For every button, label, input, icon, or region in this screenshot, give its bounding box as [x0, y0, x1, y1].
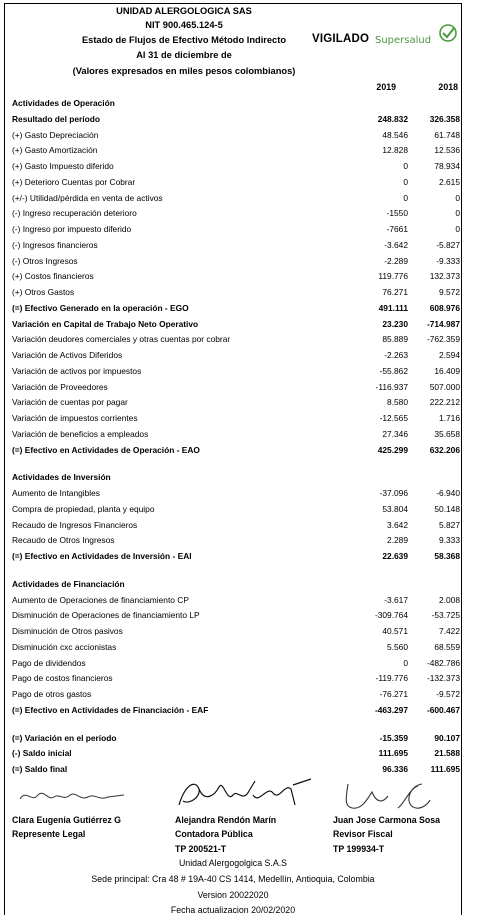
row-value-2018: 326.358: [429, 113, 460, 124]
row-value-2018: 2.008: [439, 594, 460, 605]
year-2018-header: 2018: [438, 82, 458, 92]
row-value-2018: 35.658: [434, 428, 460, 439]
row-value-2019: 119.776: [378, 271, 408, 282]
row-label: Aumento de Operaciones de financiamiento CP: [12, 594, 189, 605]
row-value-2018: 7.422: [439, 626, 460, 636]
table-row: [12, 486, 460, 502]
signature-legal-rep: [18, 785, 128, 807]
table-row: [12, 301, 460, 317]
row-value-2019: -37.096: [379, 488, 408, 498]
row-value-2018: -6.940: [436, 488, 460, 498]
row-label: Resultado del período: [12, 113, 100, 124]
table-row: [12, 640, 460, 656]
table-row: [12, 332, 460, 348]
table-row: [12, 128, 460, 144]
table-row: [12, 533, 460, 549]
row-value-2019: 111.695: [378, 748, 408, 759]
table-row: [12, 608, 460, 624]
row-value-2018: 16.409: [434, 365, 460, 376]
supersalud-label: Supersalud: [375, 35, 432, 46]
row-label: Variación en Capital de Trabajo Neto Operativo: [12, 318, 199, 329]
table-row: [12, 656, 460, 672]
row-label: Disminución de Otros pasivos: [12, 626, 123, 636]
accountant-tp: TP 200521-T: [175, 844, 227, 854]
statement-date: Al 31 de diciembre de: [136, 50, 232, 60]
statement-units: (Valores expresados en miles pesos colombianos): [72, 66, 296, 76]
row-spacer: [12, 565, 460, 577]
row-value-2018: 21.588: [434, 748, 460, 759]
row-value-2019: -76.271: [379, 689, 408, 699]
accountant-name: Alejandra Rendón Marín: [175, 815, 277, 825]
row-value-2018: 12.536: [434, 145, 460, 156]
row-label: Recaudo de Ingresos Financieros: [12, 519, 138, 530]
row-value-2019: -55.862: [379, 365, 408, 376]
row-label: Recaudo de Otros Ingresos: [12, 535, 115, 546]
row-value-2019: 0: [403, 176, 408, 187]
row-label: Actividades de Financiación: [12, 578, 125, 589]
row-label: (+) Gasto Depreciación: [12, 129, 99, 140]
row-value-2018: 222.212: [429, 397, 460, 408]
row-value-2019: -3.617: [384, 594, 408, 605]
footer-address: Sede principal: Cra 48 # 19A-40 CS 1414, Medellín, Antioquia, Colombia: [91, 874, 375, 884]
table-row: [12, 443, 460, 459]
row-value-2019: 248.832: [377, 113, 408, 124]
row-value-2019: -2.289: [384, 255, 408, 266]
row-value-2019: 76.271: [382, 287, 408, 297]
cash-flow-table: [12, 96, 460, 778]
table-row: [12, 285, 460, 301]
row-value-2018: 2.615: [439, 176, 460, 187]
row-value-2018: 0: [455, 208, 460, 219]
row-label: (=) Efectivo en Actividades de Financiación - EAF: [12, 704, 209, 715]
row-spacer: [12, 719, 460, 731]
row-label: Disminución cxc accionistas: [12, 641, 117, 652]
row-value-2019: -309.764: [374, 610, 408, 621]
footer-version: Version 20022020: [197, 890, 269, 900]
row-value-2018: 9.333: [439, 535, 460, 546]
row-value-2018: -714.987: [426, 318, 460, 329]
fiscal-auditor-role: Revisor Fiscal: [333, 829, 393, 839]
row-value-2019: 0: [403, 657, 408, 668]
row-label: Aumento de Intangibles: [12, 488, 100, 498]
row-value-2019: 0: [403, 192, 408, 203]
row-value-2018: -482.786: [426, 657, 460, 668]
table-row: [12, 112, 460, 128]
row-label: (-) Otros Ingresos: [12, 255, 78, 266]
row-label: Pago de dividendos: [12, 657, 86, 668]
row-value-2019: -3.642: [384, 239, 408, 250]
table-row: [12, 317, 460, 333]
row-value-2019: 2.289: [387, 535, 408, 546]
row-label: (=) Efectivo en Actividades de Inversión - EAI: [12, 551, 192, 561]
row-value-2019: -7661: [386, 224, 408, 234]
table-row: [12, 364, 460, 380]
row-value-2018: 68.559: [434, 641, 460, 652]
row-label: (=) Efectivo en Actividades de Operación - EAO: [12, 444, 200, 455]
row-label: Variación de beneficios a empleados: [12, 428, 149, 439]
footer-company: Unidad Alergogolgica S.A.S: [178, 858, 288, 868]
row-value-2019: 85.889: [382, 334, 408, 345]
row-value-2018: 507.000: [429, 381, 460, 392]
row-value-2019: 40.571: [382, 626, 408, 636]
row-value-2018: 5.827: [439, 519, 460, 530]
row-label: Pago de costos financieros: [12, 673, 113, 684]
row-value-2018: -762.359: [426, 334, 460, 345]
row-value-2019: -119.776: [375, 673, 408, 684]
row-value-2019: 48.546: [382, 129, 408, 140]
table-row: [12, 395, 460, 411]
table-row: [12, 549, 460, 565]
footer-updated: Fecha actualizacion 20/02/2020: [170, 905, 296, 915]
company-name: UNIDAD ALERGOLOGICA SAS: [116, 6, 252, 16]
table-row: [12, 411, 460, 427]
table-row: [12, 746, 460, 762]
table-row: [12, 238, 460, 254]
row-label: (=) Variación en el período: [12, 732, 117, 743]
row-label: (+) Otros Gastos: [12, 287, 75, 297]
row-value-2019: 8.580: [387, 397, 408, 408]
table-row: [12, 703, 460, 719]
row-value-2018: -9.572: [436, 689, 460, 699]
row-label: Variación deudores comerciales y otras cuentas por cobrar: [12, 334, 231, 345]
row-label: Compra de propiedad, planta y equipo: [12, 503, 155, 514]
table-row: [12, 427, 460, 443]
row-value-2019: 96.336: [382, 764, 408, 774]
row-label: (-) Ingresos financieros: [12, 239, 98, 250]
row-label: (+) Gasto Impuesto diferido: [12, 161, 114, 171]
fiscal-auditor-tp: TP 199934-T: [333, 844, 385, 854]
row-value-2018: -600.467: [426, 704, 460, 715]
row-value-2018: 632.206: [429, 444, 460, 455]
row-value-2018: 50.148: [434, 503, 460, 514]
row-value-2018: 1.716: [439, 413, 460, 423]
table-row: [12, 470, 460, 486]
accountant-role: Contadora Pública: [175, 829, 253, 839]
row-value-2019: -15.359: [379, 732, 408, 743]
row-label: (=) Saldo final: [12, 764, 68, 774]
table-row: [12, 671, 460, 687]
row-value-2019: 425.299: [377, 444, 408, 455]
table-row: [12, 222, 460, 238]
row-value-2019: 23.230: [382, 318, 408, 329]
row-label: (-) Saldo inicial: [12, 748, 72, 759]
row-value-2018: 90.107: [434, 732, 460, 743]
year-2019-header: 2019: [376, 82, 396, 92]
row-value-2019: -1550: [386, 208, 408, 219]
table-row: [12, 731, 460, 747]
table-row: [12, 380, 460, 396]
row-value-2018: 9.572: [439, 287, 460, 297]
row-label: (-) Ingreso recuperación deterioro: [12, 208, 137, 219]
table-row: [12, 348, 460, 364]
row-value-2018: 132.373: [429, 271, 460, 282]
row-label: Actividades de Operación: [12, 98, 115, 108]
row-label: Actividades de Inversión: [12, 472, 111, 483]
row-value-2018: 2.594: [439, 350, 460, 360]
row-label: Pago de otros gastos: [12, 689, 92, 699]
row-value-2019: 22.639: [382, 551, 408, 561]
table-row: [12, 502, 460, 518]
supersalud-logo-icon: [438, 24, 458, 42]
row-value-2019: 53.804: [382, 503, 408, 514]
company-nit: NIT 900.465.124-5: [145, 20, 223, 30]
legal-rep-name: Clara Eugenia Gutiérrez G: [12, 815, 122, 825]
table-row: [12, 143, 460, 159]
table-row: [12, 191, 460, 207]
signature-accountant: [175, 775, 315, 811]
row-label: (-) Ingreso por impuesto diferido: [12, 224, 132, 234]
row-label: (+/-) Utilidad/pérdida en venta de activos: [12, 192, 163, 203]
row-value-2018: 0: [455, 192, 460, 203]
table-row: [12, 206, 460, 222]
row-value-2018: 608.976: [429, 302, 460, 313]
legal-rep-role: Represente Legal: [12, 829, 86, 839]
row-label: Variación de Proveedores: [12, 381, 108, 392]
table-row: [12, 577, 460, 593]
row-value-2018: -5.827: [436, 239, 460, 250]
row-value-2019: -463.297: [374, 704, 408, 715]
table-row: [12, 159, 460, 175]
table-row: [12, 96, 460, 112]
row-value-2019: 12.828: [382, 145, 408, 156]
row-value-2018: 61.748: [434, 129, 460, 140]
row-value-2018: -132.373: [426, 673, 460, 684]
row-value-2019: 491.111: [378, 302, 408, 313]
table-row: [12, 254, 460, 270]
table-row: [12, 624, 460, 640]
statement-title: Estado de Flujos de Efectivo Método Indirecto: [81, 35, 287, 45]
row-value-2019: -12.565: [379, 413, 408, 423]
row-value-2019: -116.937: [375, 381, 408, 392]
row-value-2018: 0: [455, 224, 460, 234]
fiscal-auditor-name: Juan Jose Carmona Sosa: [333, 815, 441, 825]
vigilado-label: VIGILADO: [312, 33, 370, 45]
row-label: (+) Gasto Amortización: [12, 145, 98, 156]
row-label: Variación de impuestos corrientes: [12, 413, 138, 423]
table-row: [12, 269, 460, 285]
row-value-2019: 27.346: [382, 428, 408, 439]
row-value-2018: 58.368: [434, 551, 460, 561]
row-label: Variación de Activos Diferidos: [12, 350, 123, 360]
row-value-2018: -9.333: [436, 255, 460, 266]
row-value-2019: 5.560: [387, 641, 408, 652]
row-value-2019: 3.642: [387, 519, 408, 530]
signature-fiscal-auditor: [338, 778, 433, 812]
row-label: Variación de cuentas por pagar: [12, 397, 128, 408]
row-value-2019: 0: [403, 161, 408, 171]
row-label: (+) Deterioro Cuentas por Cobrar: [12, 176, 136, 187]
row-label: Variación de activos por impuestos: [12, 365, 142, 376]
row-value-2018: -53.725: [431, 610, 460, 621]
row-value-2019: -2.263: [384, 350, 408, 360]
table-row: [12, 593, 460, 609]
table-row: [12, 175, 460, 191]
row-label: (=) Efectivo Generado en la operación - EGO: [12, 302, 189, 313]
row-value-2018: 78.934: [434, 161, 460, 171]
row-value-2018: 111.695: [430, 764, 460, 774]
row-spacer: [12, 458, 460, 470]
row-label: Disminución de Operaciones de financiamiento LP: [12, 610, 200, 621]
table-row: [12, 518, 460, 534]
table-row: [12, 687, 460, 703]
row-label: (+) Costos financieros: [12, 271, 94, 282]
